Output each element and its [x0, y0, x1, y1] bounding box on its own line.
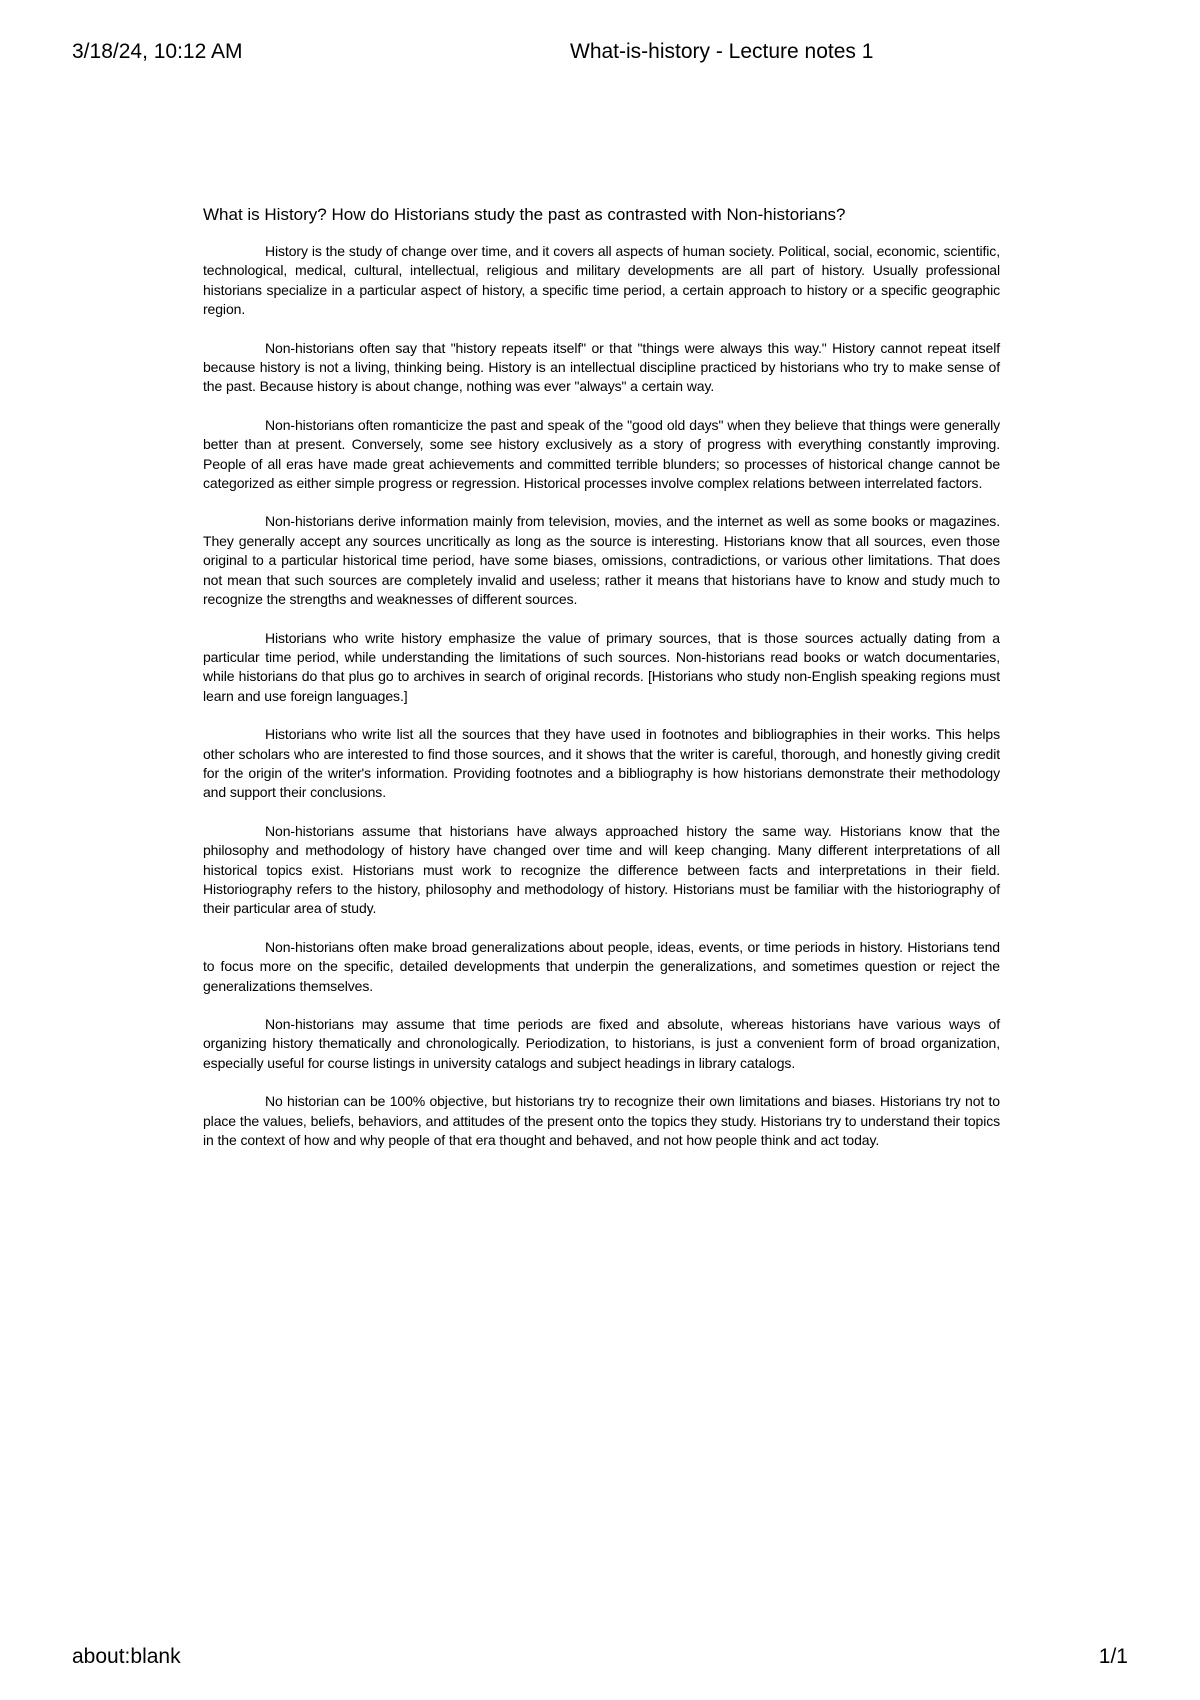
paragraph-4: Non-historians derive information mainly from television, movies, and the internet as well as some books or magazines. They generally accept any sources uncritically as long as the source is interesting. Historians know that all sources, even those original to a particular historical time period, have some biases, omissions, contradictions, or various other limitations. That does not mean that such sources are completely invalid and useless; rather it means that historians have to know and study much to recognize the strengths and weaknesses of different sources.: [203, 513, 1000, 608]
paragraph-3: Non-historians often romanticize the past and speak of the "good old days" when they believe that things were generally better than at present. Conversely, some see history exclusively as a story of progress with everything constantly improving. People of all eras have made great achievements and committed terrible blunders; so processes of historical change cannot be categorized as either simple progress or regression. Historical processes involve complex relations between interrelated factors.: [203, 416, 1000, 492]
paragraph-9: Non-historians may assume that time periods are fixed and absolute, whereas historians have various ways of organizing history thematically and chronologically. Periodization, to historians, is just a convenient form of broad organization, especially useful for course listings in university catalogs and subject headings in library catalogs.: [203, 1016, 1000, 1071]
print-footer-url: about:blank: [72, 1645, 181, 1668]
paragraph-6: Historians who write list all the sources that they have used in footnotes and bibliographies in their works. This helps other scholars who are interested to find those sources, and it shows that the writer is careful, thorough, and honestly giving credit for the origin of the writer's information. Providing footnotes and a bibliography is how historians demonstrate their methodology and support their conclusions.: [203, 726, 1000, 801]
document-body: [203, 204, 1000, 1169]
print-header-title: What-is-history - Lecture notes 1: [570, 40, 874, 63]
print-header-datetime: 3/18/24, 10:12 AM: [72, 40, 243, 63]
paragraph-10: No historian can be 100% objective, but historians try to recognize their own limitations and biases. Historians try not to place the values, beliefs, behaviors, and attitudes of the present onto the topics they study. Historians try to understand their topics in the context of how and why people of that era thought and behaved, and not how people think and act today.: [203, 1093, 1000, 1149]
print-footer-page-number: 1/1: [1098, 1645, 1128, 1668]
paragraph-1: History is the study of change over time, and it covers all aspects of human society. Political, social, economic, scientific, technological, medical, cultural, intellectual, religious and military developments are all part of history. Usually professional historians specialize in a particular aspect of history, a specific time period, a certain approach to history or a specific geographic region.: [203, 243, 1000, 318]
paragraph-8: Non-historians often make broad generalizations about people, ideas, events, or time periods in history. Historians tend to focus more on the specific, detailed developments that underpin the generalizations, and sometimes question or reject the generalizations themselves.: [203, 938, 1000, 994]
paragraph-5: Historians who write history emphasize the value of primary sources, that is those sources actually dating from a particular time period, while understanding the limitations of such sources. Non-historians read books or watch documentaries, while historians do that plus go to archives in search of original records. [Historians who study non-English speaking regions must learn and use foreign languages.]: [203, 629, 1000, 704]
paragraph-2: Non-historians often say that "history repeats itself" or that "things were always this way." History cannot repeat itself because history is not a living, thinking being. History is an intellectual discipline practiced by historians who try to make sense of the past. Because history is about change, nothing was ever "always" a certain way.: [203, 339, 1000, 395]
paragraph-7: Non-historians assume that historians have always approached history the same way. Historians know that the philosophy and methodology of history have changed over time and will keep changing. Many different interpretations of all historical topics exist. Historians must work to recognize the difference between facts and interpretations in their field. Historiography refers to the history, philosophy and methodology of history. Historians must be familiar with the historiography of their particular area of study.: [203, 822, 1000, 917]
document-title: What is History? How do Historians study the past as contrasted with Non-historians?: [203, 205, 846, 224]
